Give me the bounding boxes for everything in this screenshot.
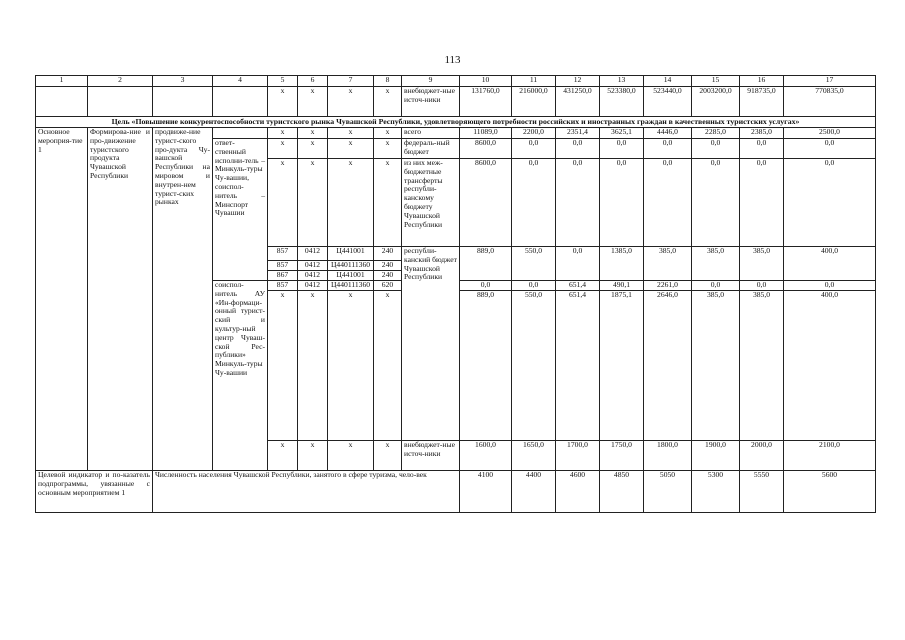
code-cell: 240 [374,271,402,281]
code-cell: х [328,291,374,441]
code-cell: х [328,441,374,471]
col-num: 7 [328,76,374,87]
value-cell: 770835,0 [784,87,876,117]
value-cell: 0,0 [692,281,740,291]
value-cell: 400,0 [784,291,876,441]
code-cell: х [268,291,298,441]
value-cell: 523440,0 [644,87,692,117]
value-cell: 0,0 [740,159,784,247]
value-cell: 0,0 [600,139,644,159]
value-cell: 385,0 [692,291,740,441]
code-cell: 240 [374,247,402,261]
value-cell: 2351,4 [556,128,600,139]
code-cell: 867 [268,271,298,281]
value-cell: 2285,0 [692,128,740,139]
code-cell: х [298,291,328,441]
value-cell: 490,1 [600,281,644,291]
code-cell: 857 [268,281,298,291]
value-cell: 385,0 [692,247,740,281]
value-cell: 2500,0 [784,128,876,139]
col-num: 11 [512,76,556,87]
value-cell: 8600,0 [460,139,512,159]
value-cell: 1900,0 [692,441,740,471]
column-number-row [36,76,876,87]
value-cell: 1875,1 [600,291,644,441]
indicator-text: Численность населения Чувашской Республики, занятого в сфере туризма, чело-век [153,471,460,513]
code-cell: х [328,87,374,117]
col-num: 17 [784,76,876,87]
value-cell: 1750,0 [600,441,644,471]
value-cell: 385,0 [644,247,692,281]
value-cell: 0,0 [556,247,600,281]
code-cell: х [328,128,374,139]
code-cell: Ц441001 [328,247,374,261]
value-cell: 550,0 [512,247,556,281]
code-cell: х [268,139,298,159]
indicator-value: 4400 [512,471,556,513]
value-cell: 0,0 [600,159,644,247]
value-cell: 1650,0 [512,441,556,471]
value-cell: 0,0 [512,139,556,159]
code-cell: 0412 [298,281,328,291]
value-cell: 0,0 [740,281,784,291]
code-cell: х [268,87,298,117]
col-num: 9 [402,76,460,87]
goal-row [36,117,876,128]
measure-description: продвиже-ние турист-ского про-дукта Чу-вашской Республики на мировом и внутрен-нем турист-ских рынках [153,128,213,471]
code-cell: 0412 [298,247,328,261]
value-cell: 0,0 [512,281,556,291]
col-num: 12 [556,76,600,87]
indicator-label: Целевой индикатор и по-казатель подпрограммы, увязанные с основным мероприятием 1 [36,471,153,513]
indicator-value: 4850 [600,471,644,513]
source-cell: федераль-ный бюджет [402,139,460,159]
indicator-value: 5550 [740,471,784,513]
indicator-value: 4600 [556,471,600,513]
value-cell: 1385,0 [600,247,644,281]
col-num: 4 [213,76,268,87]
goal-heading: Цель «Повышение конкурентоспособности туристского рынка Чувашской Республики, удовлетворяющего потребности российских и иностранных граждан в качественных туристских услугах» [36,117,876,128]
value-cell: 0,0 [784,281,876,291]
code-cell: 0412 [298,261,328,271]
value-cell: 385,0 [740,247,784,281]
executor-cell [213,128,268,139]
col-num: 14 [644,76,692,87]
col-num: 6 [298,76,328,87]
col-num: 10 [460,76,512,87]
value-cell: 2003200,0 [692,87,740,117]
source-cell: внебюджет-ные источ-ники [402,441,460,471]
code-cell: х [374,441,402,471]
value-cell: 0,0 [644,159,692,247]
value-cell: 2200,0 [512,128,556,139]
value-cell: 2646,0 [644,291,692,441]
code-cell: х [298,159,328,247]
value-cell: 0,0 [460,281,512,291]
code-cell: х [328,139,374,159]
col-num: 1 [36,76,88,87]
table-row [36,128,876,139]
value-cell: 2000,0 [740,441,784,471]
value-cell: 4446,0 [644,128,692,139]
value-cell: 651,4 [556,291,600,441]
code-cell: х [298,441,328,471]
value-cell: 0,0 [692,139,740,159]
indicator-value: 5050 [644,471,692,513]
value-cell: 1700,0 [556,441,600,471]
value-cell: 400,0 [784,247,876,281]
value-cell: 889,0 [460,247,512,281]
value-cell: 550,0 [512,291,556,441]
value-cell: 431250,0 [556,87,600,117]
value-cell: 0,0 [556,139,600,159]
col-num: 3 [153,76,213,87]
measure-name: Формирова-ние и про-движение туристского продукта Чувашской Республики [88,128,153,471]
indicator-value: 4100 [460,471,512,513]
code-cell: х [298,87,328,117]
value-cell: 11089,0 [460,128,512,139]
code-cell: 620 [374,281,402,291]
value-cell: 131760,0 [460,87,512,117]
code-cell: х [268,128,298,139]
value-cell: 0,0 [784,159,876,247]
col-num: 15 [692,76,740,87]
col-num: 5 [268,76,298,87]
code-cell: х [374,139,402,159]
value-cell: 1800,0 [644,441,692,471]
code-cell: х [374,128,402,139]
code-cell: Ц440111360 [328,281,374,291]
code-cell: х [374,291,402,441]
value-cell: 889,0 [460,291,512,441]
value-cell: 216000,0 [512,87,556,117]
code-cell: х [374,159,402,247]
value-cell: 2261,0 [644,281,692,291]
value-cell: 2100,0 [784,441,876,471]
code-cell: х [268,159,298,247]
code-cell: х [298,139,328,159]
value-cell: 1600,0 [460,441,512,471]
value-cell: 0,0 [740,139,784,159]
col-num: 2 [88,76,153,87]
value-cell: 3625,1 [600,128,644,139]
code-cell: 0412 [298,271,328,281]
code-cell: 857 [268,247,298,261]
code-cell: х [374,87,402,117]
source-cell: республи-канский бюджет Чувашской Республики [402,247,460,441]
value-cell: 8600,0 [460,159,512,247]
co-executor-cell: соиспол-нитель АУ «Ин-формаци-онный турист-ский и культур-ный центр Чуваш-ской Рес-публики» Минкуль-туры Чу-вашии [213,281,268,471]
table-row [36,87,876,117]
code-cell: х [328,159,374,247]
code-cell: Ц440111360 [328,261,374,271]
value-cell: 0,0 [512,159,556,247]
value-cell: 651,4 [556,281,600,291]
budget-table [35,75,876,513]
code-cell: 857 [268,261,298,271]
value-cell: 0,0 [784,139,876,159]
value-cell: 918735,0 [740,87,784,117]
code-cell: х [268,441,298,471]
value-cell: 0,0 [556,159,600,247]
code-cell: Ц441001 [328,271,374,281]
value-cell: 2385,0 [740,128,784,139]
value-cell: 0,0 [644,139,692,159]
source-cell: внебюджет-ные источ-ники [402,87,460,117]
page-number: 113 [444,54,461,66]
source-cell: всего [402,128,460,139]
executor-cell: ответ-ственный исполни-тель – Минкуль-туры Чу-вашии, соиспол-нитель – Минспорт Чувашии [213,139,268,281]
value-cell: 385,0 [740,291,784,441]
indicator-value: 5300 [692,471,740,513]
value-cell: 0,0 [692,159,740,247]
indicator-row [36,471,876,513]
col-num: 13 [600,76,644,87]
measure-label: Основное мероприя-тие 1 [36,128,88,471]
source-cell: из них меж-бюджетные трансферты республи-канскому бюджету Чувашской Республики [402,159,460,247]
indicator-value: 5600 [784,471,876,513]
col-num: 8 [374,76,402,87]
col-num: 16 [740,76,784,87]
value-cell: 523380,0 [600,87,644,117]
code-cell: х [298,128,328,139]
code-cell: 240 [374,261,402,271]
